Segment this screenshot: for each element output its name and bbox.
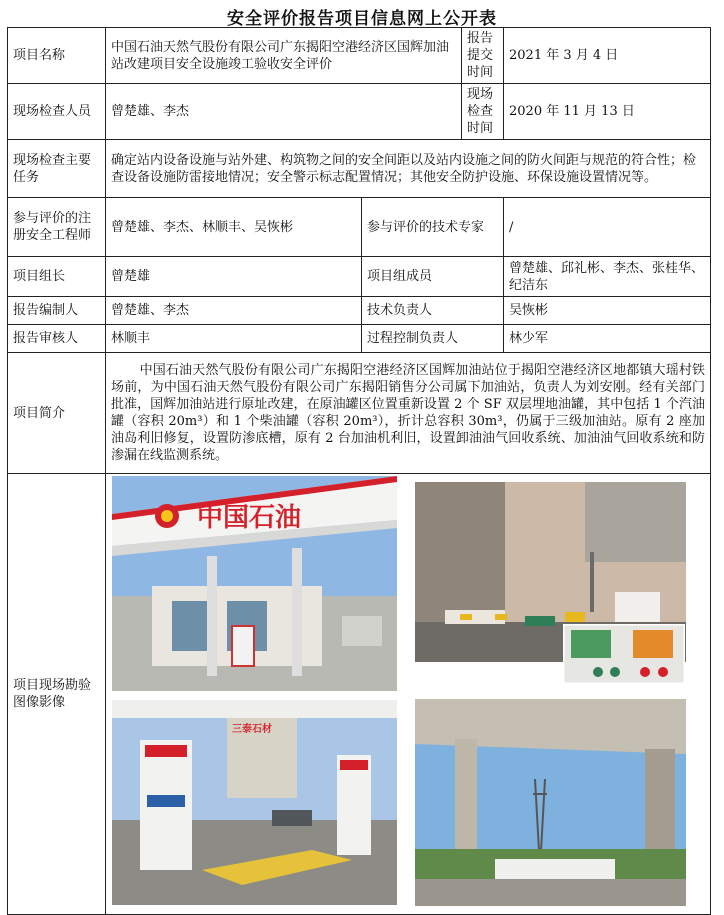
label-process-lead: 过程控制负责人: [362, 325, 504, 353]
label-inspectors: 现场检查人员: [8, 84, 106, 140]
page-title: 安全评价报告项目信息网上公开表: [227, 9, 497, 29]
value-engineers: 曾楚雄、李杰、林顺丰、吴恢彬: [106, 198, 362, 257]
value-reviewer: 林顺丰: [106, 325, 362, 353]
label-inspect-time: 现场检查时间: [462, 84, 504, 140]
table-row: [8, 325, 711, 353]
value-process-lead: 林少军: [504, 325, 711, 353]
label-reviewer: 报告审核人: [8, 325, 106, 353]
photo-canopy: [112, 476, 397, 691]
table-row: [8, 297, 711, 325]
label-tasks: 现场检查主要任务: [8, 140, 106, 198]
value-experts: /: [504, 198, 711, 257]
photo-gallery: [106, 474, 711, 915]
table-row: [8, 353, 711, 474]
info-table: [7, 27, 711, 915]
value-members: 曾楚雄、邱礼彬、李杰、张桂华、纪洁东: [504, 257, 711, 297]
label-engineers: 参与评价的注册安全工程师: [8, 198, 106, 257]
label-compiler: 报告编制人: [8, 297, 106, 325]
label-submit-time: 报告提交时间: [462, 28, 504, 84]
value-project-name: 中国石油天然气股份有限公司广东揭阳空港经济区国辉加油站改建项目安全设施竣工验收安全评价: [106, 28, 462, 84]
label-intro: 项目简介: [8, 353, 106, 474]
label-experts: 参与评价的技术专家: [362, 198, 504, 257]
label-leader: 项目组长: [8, 257, 106, 297]
label-project-name: 项目名称: [8, 28, 106, 84]
value-tasks: 确定站内设备设施与站外建、构筑物之间的安全间距以及站内设施之间的防火间距与规范的符合性；检查设备设施防雷接地情况；安全警示标志配置情况；其他安全防护设施、环保设施设置情况等。: [106, 140, 711, 198]
value-compiler: 曾楚雄、李杰: [106, 297, 362, 325]
label-photos: 项目现场勘验图像影像: [8, 474, 106, 915]
value-leader: 曾楚雄: [106, 257, 362, 297]
table-row: [8, 140, 711, 198]
building-sign-text: 三泰石材: [232, 724, 272, 735]
label-tech-lead: 技术负责人: [362, 297, 504, 325]
table-row: [8, 257, 711, 297]
value-intro: 中国石油天然气股份有限公司广东揭阳空港经济区国辉加油站位于揭阳空港经济区地都镇大瑶村铁场前，为中国石油天然气股份有限公司广东揭阳销售分公司属下加油站，负责人为刘安刚。经有关部门批准，国辉加油站进行原址改建，在原油罐区位置重新设置 2 个 SF 双层埋地油罐，其中包括 1 个汽油罐（容积 20m³）和 1 个柴油罐（容积 20m³），折计总容积 30m³，仍属于三级加油站。原有 2 座加油岛利旧修复，设置防渗底槽，原有 2 台加油机利旧，设置卸油油气回收系统、加油油气回收系统和防渗漏在线监测系统。: [106, 353, 711, 474]
value-inspectors: 曾楚雄、李杰: [106, 84, 462, 140]
photo-elevated-bridge: [415, 699, 686, 906]
value-submit-time: 2021 年 3 月 4 日: [504, 28, 711, 84]
table-row: [8, 84, 711, 140]
photo-dispensers: [112, 700, 397, 905]
label-members: 项目组成员: [362, 257, 504, 297]
canopy-sign-text: 中国石油: [197, 503, 302, 533]
photo-inset-equipment: [563, 624, 685, 684]
table-row: [8, 28, 711, 84]
value-inspect-time: 2020 年 11 月 13 日: [504, 84, 711, 140]
table-row: [8, 474, 711, 915]
table-row: [8, 198, 711, 257]
value-tech-lead: 吴恢彬: [504, 297, 711, 325]
